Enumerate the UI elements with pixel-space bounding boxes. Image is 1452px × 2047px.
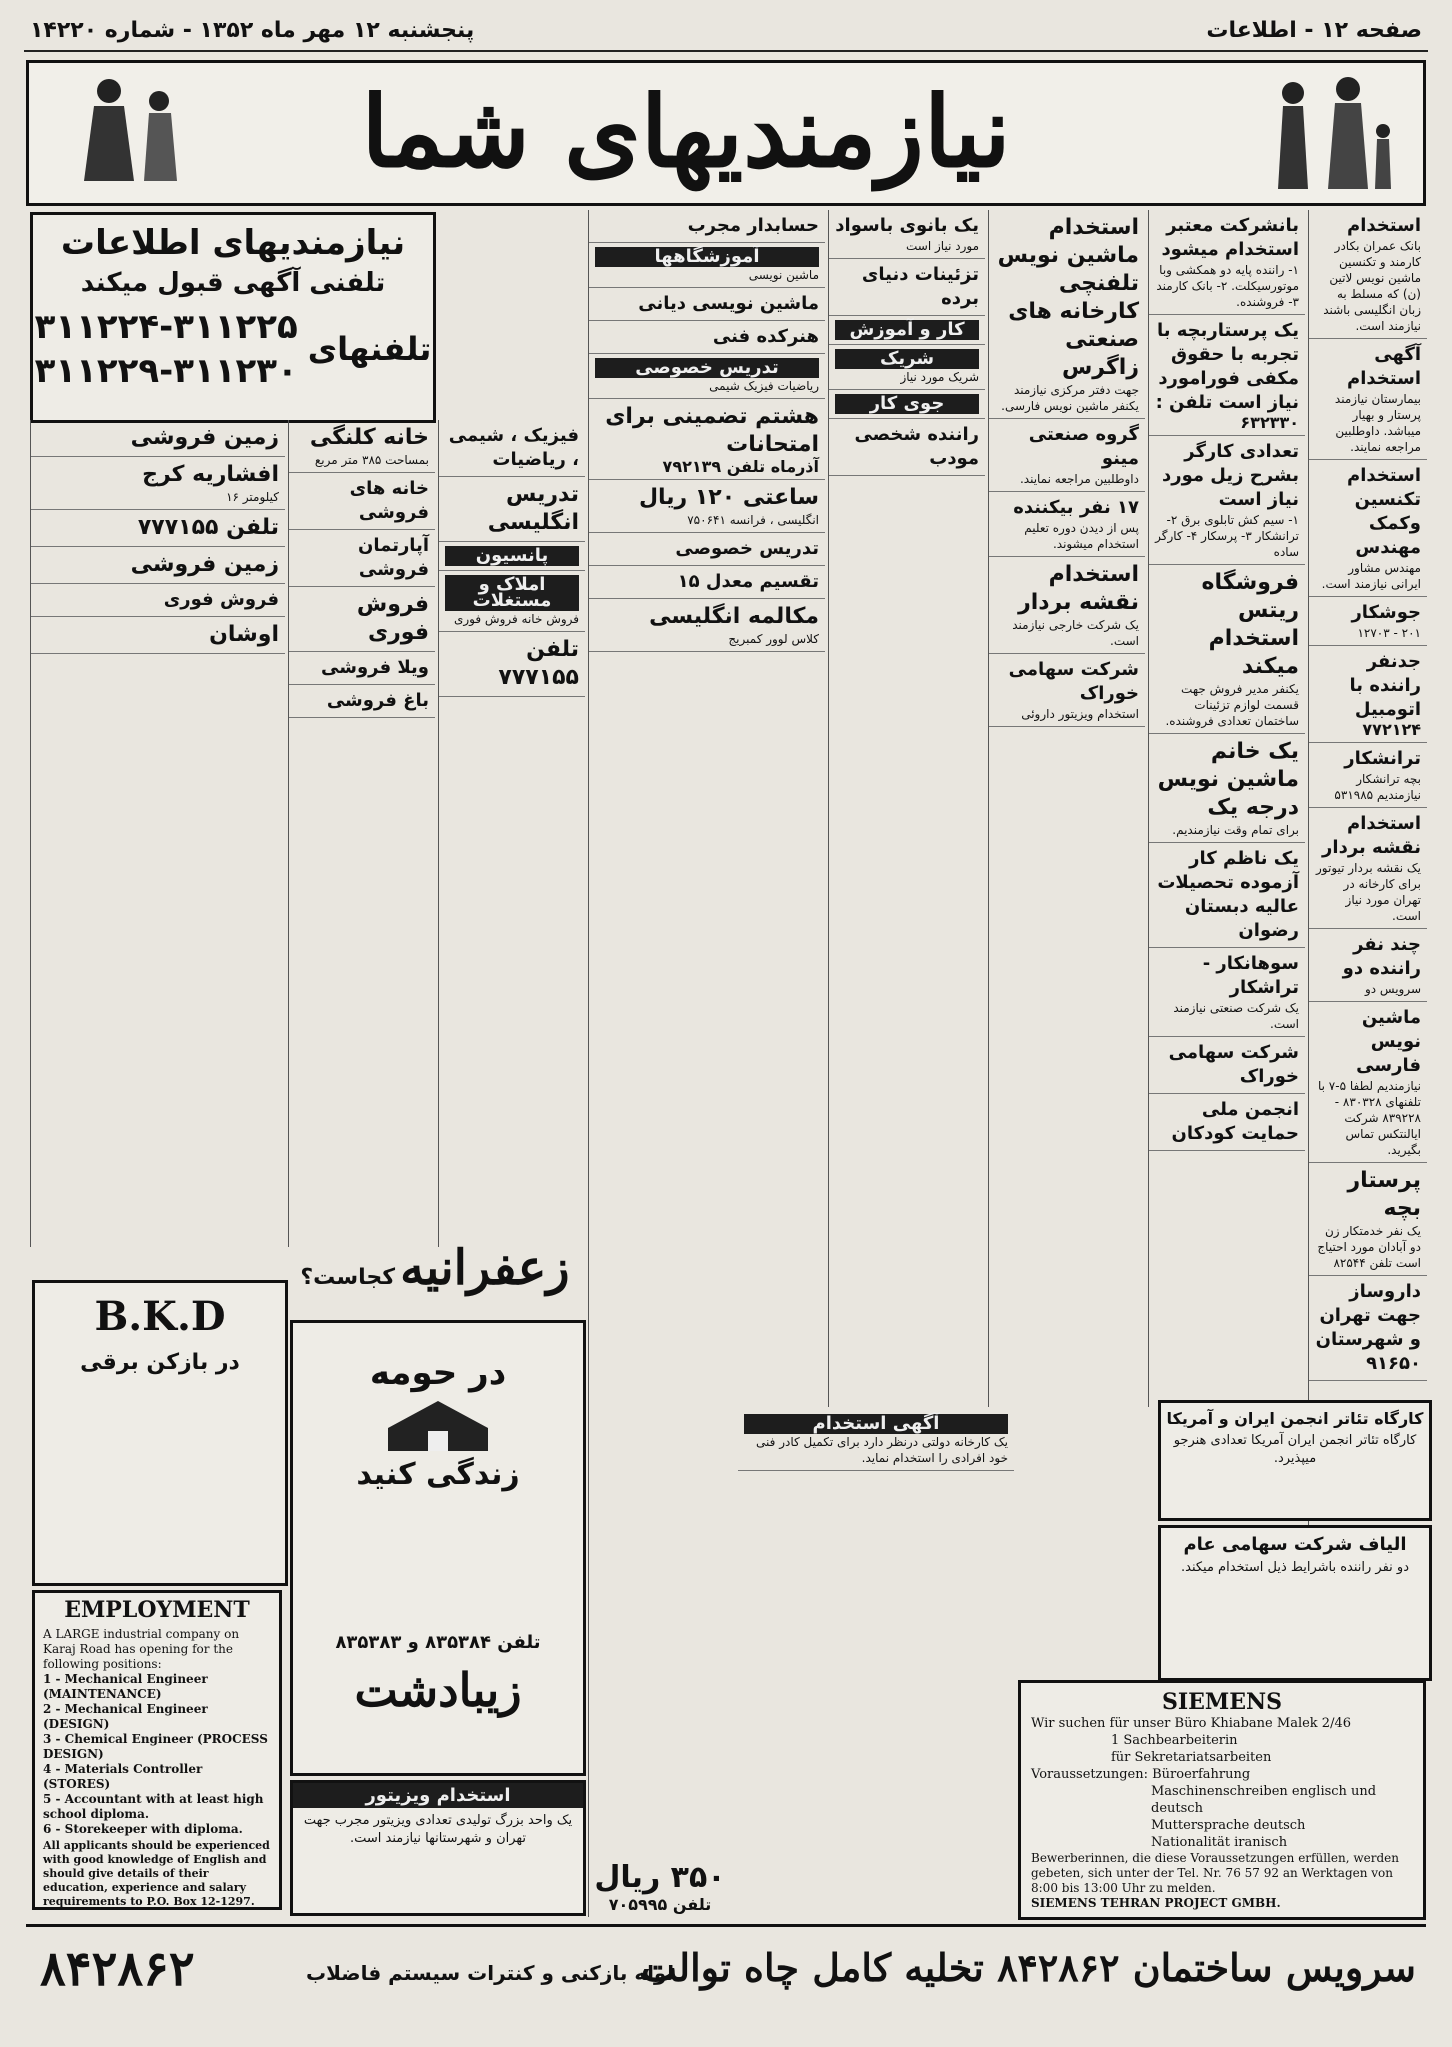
ad-text: فروش خانه فروش فوری: [453, 612, 579, 626]
ad-text: شرکت سهامی خوراک: [1168, 1042, 1299, 1087]
header-rule: [24, 50, 1428, 52]
ad-item: [289, 473, 435, 530]
ad-item: [1149, 734, 1305, 843]
house-icon: [378, 1393, 498, 1453]
ad-text: جهت دفتر مرکزی نیازمند یکنفر ماشین نویس فارسی.: [1001, 383, 1139, 413]
ad-text: چند نفر راننده دو: [1342, 934, 1421, 979]
ad-text: تقسیم معدل ۱۵: [677, 571, 819, 592]
phone-box-subtitle: تلفنی آگهی قبول میکند: [80, 268, 386, 298]
ad-item: [829, 419, 985, 476]
ad-text: جوی کار: [835, 394, 979, 414]
ad-item: [1309, 743, 1427, 808]
ad-text: تدریس خصوصی: [595, 358, 819, 378]
siemens-logo: SIEMENS: [1161, 1689, 1283, 1715]
ad-item: [589, 533, 825, 566]
ad-item: [1309, 210, 1427, 339]
ad-text: ماشین نویسی دیانی: [638, 293, 819, 314]
ad-text: یک شرکت صنعتی نیازمند است.: [1173, 1001, 1299, 1031]
ad-text: تدریس انگلیسی: [487, 482, 579, 535]
ad-text: ۱- سیم کش تابلوی برق ۲- ترانشکار ۳- پرسکار ۴- کارگر ساده: [1155, 513, 1299, 559]
ad-text: جدنفر راننده با اتومبیل: [1349, 651, 1421, 720]
ad-text: هشتم تضمینی برای امتحانات: [605, 404, 819, 457]
ad-text: ۱- راننده پایه دو همکشی وبا موتورسیکلت. ۲- بانک کارمند ۳- فروشنده.: [1156, 263, 1299, 309]
footer-middle: لوله بازکنی و کنترات سیستم فاضلاب: [306, 1961, 675, 1985]
ad-item: [31, 617, 285, 654]
ad-item: [589, 566, 825, 599]
theater-ad: [1158, 1400, 1432, 1521]
ad-item: [289, 530, 435, 587]
bkd-subtitle: در بازکن برقی: [80, 1350, 240, 1375]
illustration-figures-right: [1253, 71, 1403, 195]
ad-text: استخدام: [1347, 215, 1421, 236]
ad-item: [439, 542, 585, 571]
employment-item: 6 - Storekeeper with diploma.: [43, 1822, 243, 1836]
zibadasht-line1: در حومه: [369, 1353, 507, 1393]
visitor-ad: [290, 1780, 586, 1916]
ad-text: ۷۷۲۱۲۴: [1362, 720, 1421, 739]
zibadasht-ad: [290, 1320, 586, 1776]
siemens-line: Muttersprache deutsch: [1151, 1818, 1306, 1833]
ad-item: [589, 599, 825, 652]
ad-item: [439, 420, 585, 477]
zafaranieh-ad: [290, 1240, 580, 1310]
ad-text: ۲۰۱ - ۱۲۷۰۳: [1357, 626, 1421, 640]
ad-text: باغ فروشی: [326, 690, 429, 711]
visitor-title: استخدام ویزیتور: [293, 1783, 583, 1808]
ad-text: برای تمام وقت نیازمندیم.: [1172, 823, 1299, 837]
employment-item: 3 - Chemical Engineer (PROCESS DESIGN): [43, 1732, 268, 1761]
ad-item: [289, 685, 435, 718]
ad-text: استخدام نقشه بردار: [1322, 813, 1421, 858]
illustration-figures-left: [49, 71, 199, 195]
ad-text: داوطلبین مراجعه نمایند.: [1019, 472, 1139, 486]
phone-box: [30, 212, 436, 423]
siemens-line: Voraussetzungen: Büroerfahrung: [1031, 1767, 1251, 1782]
ad-text: استخدام ویزیتور داروئی: [1021, 707, 1139, 721]
rial-price: ۳۵۰ ریال: [594, 1860, 726, 1895]
siemens-line: Nationalität iranisch: [1151, 1835, 1288, 1850]
employment-item: 4 - Materials Controller (STORES): [43, 1762, 203, 1791]
ad-item: [829, 259, 985, 316]
employment-intro: A LARGE industrial company on Karaj Road has opening for the following positions:: [43, 1627, 240, 1671]
footer-number: ۸۴۲۸۶۲: [40, 1941, 195, 1997]
ad-item: [1149, 436, 1305, 565]
ad-item: [1309, 808, 1427, 929]
footer-ad: [26, 1924, 1426, 2027]
ad-text: استخدام تکنسین وکمک مهندس: [1347, 465, 1421, 558]
section-banner: [26, 60, 1426, 206]
ad-item: [589, 354, 825, 399]
ad-item: [439, 571, 585, 632]
ad-text: آگهی استخدام: [744, 1414, 1008, 1434]
siemens-line: Wir suchen für unser Büro Khiabane Malek 2/46: [1031, 1716, 1351, 1731]
ad-item: [829, 316, 985, 345]
ad-item: [439, 632, 585, 697]
ad-text: بچه ترانشکار نیازمندیم ۵۳۱۹۸۵: [1334, 772, 1421, 802]
employment-item: 1 - Mechanical Engineer (MAINTENANCE): [43, 1672, 208, 1701]
ad-text: خانه های فروشی: [349, 478, 429, 523]
ad-item: [589, 210, 825, 243]
employment-item: 2 - Mechanical Engineer (DESIGN): [43, 1702, 208, 1731]
column-3: [988, 210, 1145, 1407]
footer-right: سرویس ساختمان ۸۴۲۸۶۲ تخلیه کامل چاه توالت: [641, 1945, 1416, 1990]
rial-ad: [590, 1860, 730, 1914]
banner-title: نیازمندیهای شما: [361, 75, 1011, 190]
bkd-logo: B.K.D: [94, 1293, 226, 1340]
employment-item: 5 - Accountant with at least high school diploma.: [43, 1792, 264, 1821]
ad-text: تلفن ۷۷۷۱۵۵: [498, 637, 579, 690]
ad-item: [829, 390, 985, 419]
ad-text: یک بانوی باسواد: [835, 215, 979, 236]
ad-text: آگهی استخدام: [1347, 344, 1421, 389]
ad-item: [829, 345, 985, 390]
zibadasht-brand: زیبادشت: [354, 1663, 522, 1717]
siemens-line: SIEMENS TEHRAN PROJECT GMBH.: [1031, 1896, 1281, 1910]
ad-text: تلفن ۷۷۷۱۵۵: [137, 515, 279, 540]
ad-text: افشاریه کرج: [142, 462, 279, 487]
ad-text: یک نفر خدمتکار زن دو آبادان مورد احتیاج است تلفن ۸۲۵۴۴: [1317, 1224, 1421, 1270]
ad-item: [289, 420, 435, 473]
ad-text: شرکت سهامی خوراک: [1008, 659, 1139, 704]
column-4: [828, 210, 985, 1407]
ad-item: [1309, 1002, 1427, 1163]
ad-text: مکالمه انگلیسی: [649, 604, 819, 629]
ad-item: [1309, 339, 1427, 460]
bkd-ad: [32, 1280, 288, 1586]
phone-box-title: نیازمندیهای اطلاعات: [60, 223, 406, 263]
ad-text: زمین فروشی: [130, 425, 279, 450]
ad-text: یک شرکت خارجی نیازمند است.: [1012, 618, 1139, 648]
column-8: [30, 420, 285, 1247]
ad-text: آموزشگاهها: [595, 247, 819, 267]
ad-item: [31, 420, 285, 457]
ad-text: جوشکار: [1351, 602, 1421, 623]
column-7: [288, 420, 435, 1247]
employment-ad: [32, 1590, 282, 1910]
ad-text: آذرماه تلفن ۷۹۲۱۳۹: [662, 457, 819, 476]
ad-text: زمین فروشی: [130, 552, 279, 577]
ad-text: تعدادی کارگر بشرح زیل مورد نیاز است: [1162, 441, 1299, 510]
ad-item: [1149, 565, 1305, 734]
siemens-ad: [1018, 1680, 1426, 1920]
ad-text: پرستار بچه: [1347, 1168, 1421, 1221]
ad-text: یک خانم ماشین نویس درجه یک: [1157, 739, 1299, 820]
ad-text: یک ناظم کار آزموده تحصیلات عالیه دبستان رضوان: [1157, 848, 1299, 941]
zibadasht-line2: زندگی کنید: [356, 1457, 520, 1492]
ad-text: استخدام نقشه بردار: [1018, 562, 1139, 615]
column-2: [1148, 210, 1305, 1407]
siemens-line: Maschinenschreiben englisch und deutsch: [1151, 1784, 1377, 1816]
ad-item: [31, 547, 285, 584]
ad-text: استخدام ماشین نویس تلفنچی کارخانه های صنعتی زاگرس: [997, 215, 1139, 380]
ad-text: فیزیک ، شیمی ، ریاضیات: [448, 425, 579, 470]
ad-text: ۱۷ نفر بیکننده: [1013, 497, 1139, 518]
ad-text: انگلیسی ، فرانسه ۷۵۰۶۴۱: [687, 513, 819, 527]
ad-text: ۶۳۲۳۳۰: [1240, 413, 1299, 432]
ad-text: ترانشکار: [1344, 748, 1421, 769]
rial-phone: تلفن ۷۰۵۹۹۵: [608, 1895, 712, 1914]
ad-text: حسابدار مجرب: [687, 215, 819, 236]
ad-item: [439, 477, 585, 542]
ad-item: [1309, 646, 1427, 743]
ad-text: ساعتی ۱۲۰ ریال: [638, 485, 819, 510]
ad-text: بیمارستان نیازمند پرستار و بهیار میباشد. داوطلبین مراجعه نمایند.: [1334, 392, 1421, 454]
ad-text: بانشرکت معتبر استخدام میشود: [1161, 215, 1299, 260]
column-3-lower: [738, 1410, 1014, 1917]
ad-text: فروش فوری: [163, 589, 279, 610]
ad-text: سرویس دو: [1364, 982, 1421, 996]
ad-text: نیازمندیم لطفا ۵-۷ با تلفنهای ۸۳۰۳۲۸ - ۸۳۹۲۲۸ شرکت ایالنتکس تماس بگیرید.: [1317, 1079, 1421, 1157]
ad-item: [1309, 597, 1427, 646]
ad-text: یک پرستاربچه با تجربه با حقوق مکفی فورامورد نیاز است تلفن :: [1155, 320, 1299, 413]
ad-text: کلاس لوور کمبریج: [728, 632, 819, 646]
employment-note: All applicants should be experienced with good knowledge of English and should give details of their education, experience and salary requirements to P.O. Box 12-1297.: [43, 1839, 270, 1908]
ad-text: یک کارخانه دولتی درنظر دارد برای تکمیل کادر فنی خود افرادی را استخدام نماید.: [756, 1435, 1008, 1465]
ad-text: بمساحت ۳۸۵ متر مربع: [314, 453, 429, 467]
ad-text: خانه کلنگی: [309, 425, 429, 450]
ad-item: [989, 419, 1145, 492]
employment-title: EMPLOYMENT: [64, 1597, 250, 1623]
ad-text: تزئینات دنیای برده: [861, 264, 979, 309]
zafaranieh-title: زعفرانیه: [400, 1240, 570, 1296]
ad-text: ماشین نویسی: [748, 268, 819, 282]
ad-text: پس از دیدن دوره تعلیم استخدام میشوند.: [1024, 521, 1139, 551]
ad-item: [989, 557, 1145, 654]
visitor-text: یک واحد بزرگ تولیدی تعدادی ویزیتور مجرب جهت تهران و شهرستانها نیازمند است.: [303, 1813, 573, 1846]
ad-item: [1149, 948, 1305, 1037]
ad-item: [829, 210, 985, 259]
phone-numbers-1: ۳۱۱۲۲۴-۳۱۱۲۲۵: [34, 307, 298, 347]
ad-text: گروه صنعتی مینو: [1028, 424, 1139, 469]
ad-item: [989, 654, 1145, 727]
phone-box-label: تلفنهای: [307, 330, 432, 368]
ad-text: فروش فوری: [356, 592, 429, 645]
ad-item: [989, 210, 1145, 419]
ad-item: [31, 510, 285, 547]
ad-item: [289, 652, 435, 685]
ad-text: پانسیون: [445, 546, 579, 566]
ad-item: [589, 243, 825, 288]
siemens-line: für Sekretariatsarbeiten: [1111, 1750, 1272, 1765]
theater-title: کارگاه تئاتر انجمن ایران و آمریکا: [1166, 1409, 1424, 1428]
ad-item: [1309, 460, 1427, 597]
ad-item: [738, 1410, 1014, 1471]
ad-item: [589, 321, 825, 354]
ad-text: داروساز جهت تهران و شهرستان ۹۱۶۵۰: [1315, 1281, 1421, 1374]
ad-item: [589, 399, 825, 480]
ad-text: کیلومتر ۱۶: [226, 490, 279, 504]
ad-text: راننده شخصی مودب: [854, 424, 979, 469]
ad-text: ریاضیات فیزیک شیمی: [709, 379, 819, 393]
ad-text: ویلا فروشی: [321, 657, 429, 678]
ad-item: [1149, 210, 1305, 315]
ad-item: [589, 288, 825, 321]
ad-text: تدریس خصوصی: [675, 538, 819, 559]
ad-item: [1309, 1276, 1427, 1381]
ad-item: [1309, 1163, 1427, 1276]
ad-item: [989, 492, 1145, 557]
ad-item: [1149, 843, 1305, 948]
ad-text: فروشگاه ریتس استخدام میکند: [1201, 570, 1299, 679]
zafaranieh-question: کجاست؟: [300, 1265, 395, 1290]
page-header-left: صفحه ۱۲ - اطلاعات: [1206, 18, 1422, 43]
ad-text: آپارتمان فروشی: [358, 535, 429, 580]
ad-item: [1149, 1037, 1305, 1094]
ad-text: مهندس مشاور ایرانی نیازمند است.: [1321, 561, 1421, 591]
ad-text: یک نقشه بردار تیوتور برای کارخانه در تهران مورد نیاز است.: [1316, 861, 1421, 923]
alyaf-text: دو نفر راننده باشرایط ذیل استخدام میکند.: [1180, 1560, 1409, 1575]
ad-text: املاک و مستغلات: [445, 575, 579, 611]
ad-text: ماشین نویس فارسی: [1356, 1007, 1421, 1076]
ad-text: سوهانکار - تراشکار: [1202, 953, 1299, 998]
page-header-right: پنجشنبه ۱۲ مهر ماه ۱۳۵۲ - شماره ۱۴۲۲۰: [30, 18, 475, 43]
ad-item: [589, 480, 825, 533]
ad-text: هنرکده فنی: [712, 326, 819, 347]
theater-text: کارگاه تئاتر انجمن ایران آمریکا تعدادی هنرجو میپذیرد.: [1173, 1433, 1417, 1466]
ad-text: شریک مورد نیاز: [900, 370, 979, 384]
column-6: [438, 420, 585, 1247]
ad-text: یکنفر مدیر فروش جهت قسمت لوازم تزئینات ساختمان تعدادی فروشنده.: [1165, 682, 1299, 728]
alyaf-title: الیاف شرکت سهامی عام: [1183, 1534, 1407, 1555]
ad-text: اوشان: [209, 622, 279, 647]
zibadasht-phone: تلفن ۸۳۵۳۸۴ و ۸۳۵۳۸۳: [335, 1632, 541, 1653]
ad-item: [1149, 315, 1305, 436]
ad-item: [1149, 1094, 1305, 1151]
ad-item: [31, 584, 285, 617]
alyaf-ad: [1158, 1525, 1432, 1681]
ad-item: [289, 587, 435, 652]
ad-text: کار و آموزش: [835, 320, 979, 340]
ad-text: شریک: [835, 349, 979, 369]
ad-text: انجمن ملی حمایت کودکان: [1171, 1099, 1299, 1144]
phone-numbers-2: ۳۱۱۲۲۹-۳۱۱۲۳۰: [34, 351, 298, 391]
ad-text: بانک عمران بکادر کارمند و تکنسین ماشین نویس لاتین (ن) که مسلط به زبان انگلیسی باشند نیازمند است.: [1323, 239, 1421, 333]
ad-item: [31, 457, 285, 510]
siemens-line: 1 Sachbearbeiterin: [1111, 1733, 1238, 1748]
siemens-line: Bewerberinnen, die diese Voraussetzungen erfüllen, werden gebeten, sich unter der Tel. Nr. 76 57 92 an Werktagen von 8:00 bis 13:00 Uhr zu melden.: [1031, 1851, 1399, 1895]
ad-item: [1309, 929, 1427, 1002]
ad-text: مورد نیاز است: [906, 239, 979, 253]
